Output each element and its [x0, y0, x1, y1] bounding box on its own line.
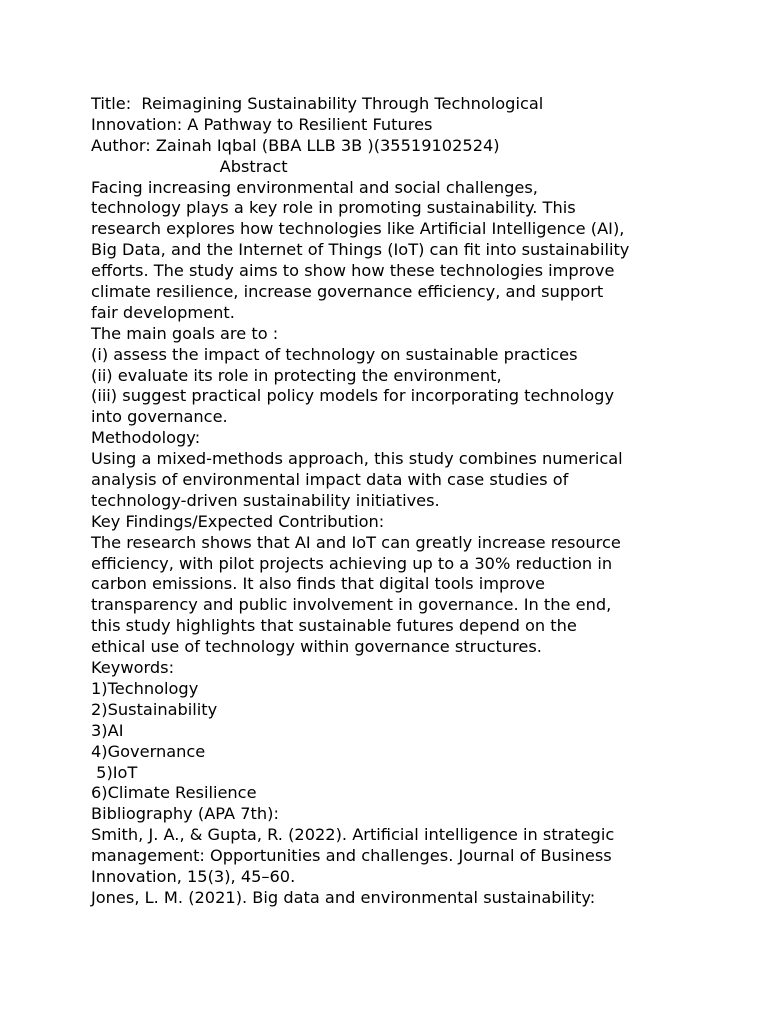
findings-paragraph-line: ethical use of technology within governance structures.	[91, 637, 542, 657]
title-line-continued: Innovation: A Pathway to Resilient Futures	[91, 114, 433, 134]
abstract-paragraph-line: research explores how technologies like Artificial Intelligence (AI),	[91, 219, 625, 239]
findings-paragraph-line: The research shows that AI and IoT can greatly increase resource	[91, 532, 621, 552]
keyword-item: 5)IoT	[91, 762, 138, 782]
methodology-paragraph-line: Using a mixed-methods approach, this study combines numerical	[91, 449, 623, 469]
keywords-heading: Keywords:	[91, 658, 175, 678]
abstract-heading: Abstract	[91, 156, 288, 176]
goal-item: (iii) suggest practical policy models for incorporating technology	[91, 386, 615, 406]
keyword-item: 2)Sustainability	[91, 699, 218, 719]
findings-paragraph-line: transparency and public involvement in governance. In the end,	[91, 595, 612, 615]
findings-paragraph-line: efficiency, with pilot projects achieving up to a 30% reduction in	[91, 553, 613, 573]
keyword-item: 1)Technology	[91, 678, 199, 698]
keyword-item: 6)Climate Resilience	[91, 783, 257, 803]
keyword-item: 3)AI	[91, 720, 124, 740]
abstract-paragraph-line: fair development.	[91, 302, 235, 322]
abstract-paragraph-line: technology plays a key role in promoting sustainability. This	[91, 198, 576, 218]
document-page	[91, 94, 711, 909]
abstract-paragraph-line: Facing increasing environmental and social challenges,	[91, 177, 538, 197]
abstract-paragraph-line: Big Data, and the Internet of Things (IoT) can fit into sustainability	[91, 240, 630, 260]
findings-paragraph-line: carbon emissions. It also finds that digital tools improve	[91, 574, 546, 594]
title-line: Title: Reimagining Sustainability Through Technological	[91, 94, 544, 113]
abstract-paragraph-line: climate resilience, increase governance efficiency, and support	[91, 282, 604, 302]
abstract-paragraph-line: efforts. The study aims to show how these technologies improve	[91, 261, 615, 281]
goal-item: (ii) evaluate its role in protecting the environment,	[91, 365, 502, 385]
bibliography-entry-line: Jones, L. M. (2021). Big data and environmental sustainability:	[91, 887, 596, 907]
goals-heading: The main goals are to :	[91, 323, 279, 343]
methodology-paragraph-line: technology-driven sustainability initiatives.	[91, 490, 440, 510]
methodology-heading: Methodology:	[91, 428, 201, 448]
author-line: Author: Zainah Iqbal (BBA LLB 3B )(35519102524)	[91, 135, 500, 155]
bibliography-entry-line: Smith, J. A., & Gupta, R. (2022). Artificial intelligence in strategic	[91, 825, 615, 845]
keyword-item: 4)Governance	[91, 741, 206, 761]
methodology-paragraph-line: analysis of environmental impact data with case studies of	[91, 470, 569, 490]
findings-heading: Key Findings/Expected Contribution:	[91, 511, 385, 531]
goal-item-continued: into governance.	[91, 407, 228, 427]
bibliography-heading: Bibliography (APA 7th):	[91, 804, 279, 824]
bibliography-entry-line: Innovation, 15(3), 45–60.	[91, 866, 296, 886]
goal-item: (i) assess the impact of technology on sustainable practices	[91, 344, 578, 364]
bibliography-entry-line: management: Opportunities and challenges. Journal of Business	[91, 846, 612, 866]
findings-paragraph-line: this study highlights that sustainable futures depend on the	[91, 616, 577, 636]
